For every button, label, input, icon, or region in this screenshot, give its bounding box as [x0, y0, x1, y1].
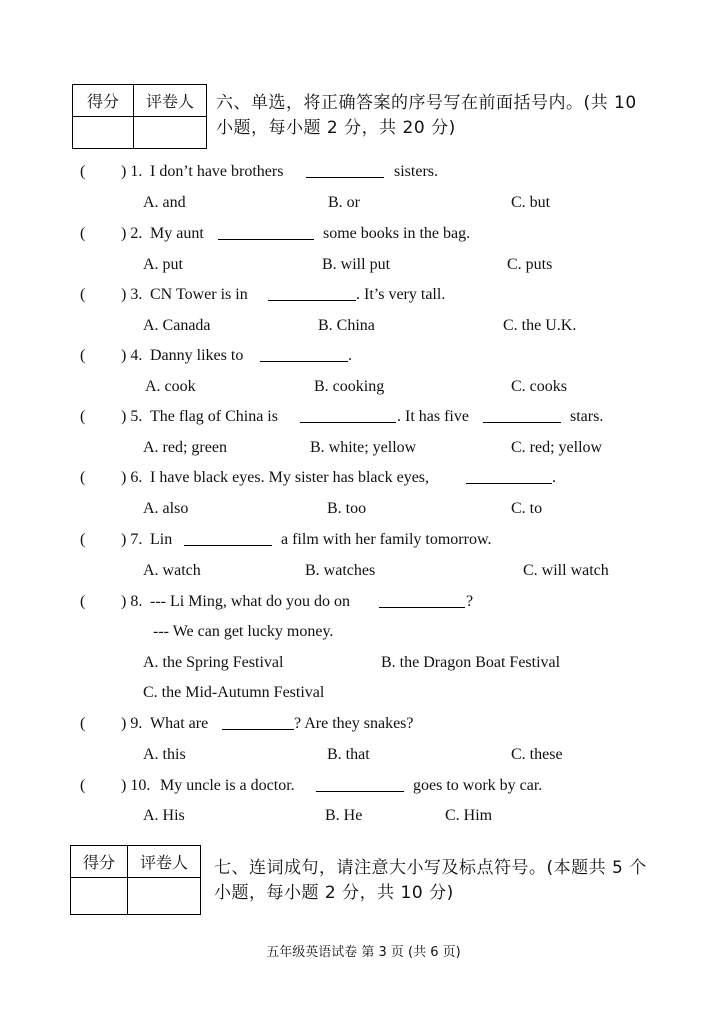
option-c: C. Him	[445, 807, 493, 824]
question-7: ( ) 7. Lin a film with her family tomorrow.	[0, 528, 727, 552]
option-c: C. but	[511, 194, 551, 211]
question-number: ) 9.	[121, 715, 143, 732]
option-b: B. cooking	[314, 378, 385, 395]
grader-cell[interactable]	[134, 117, 207, 149]
question-number: ) 1.	[121, 163, 143, 180]
option-c: C. the U.K.	[503, 317, 577, 334]
section6-title: 六、单选，将正确答案的序号写在前面括号内。(共 10 小题，每小题 2 分，共 20 分)	[216, 93, 637, 138]
question-2: ( ) 2. My aunt some books in the bag.	[0, 222, 727, 246]
options-2	[0, 253, 727, 277]
grader-label: 评卷人	[134, 85, 207, 117]
option-b: B. too	[327, 500, 367, 517]
option-b: B. white; yellow	[310, 439, 417, 456]
option-c: C. red; yellow	[511, 439, 603, 456]
answer-blank	[306, 160, 384, 178]
option-a: A. and	[143, 194, 186, 211]
question-number: ) 2.	[121, 225, 143, 242]
option-c: C. will watch	[523, 562, 609, 579]
option-a: A. Canada	[143, 317, 211, 334]
score-label: 得分	[71, 846, 128, 878]
options-10	[0, 804, 727, 828]
options-5	[0, 436, 727, 460]
question-4: ( ) 4. Danny likes to .	[0, 344, 727, 368]
option-c: C. to	[511, 500, 543, 517]
question-number: ) 6.	[121, 469, 143, 486]
question-number: ) 5.	[121, 408, 143, 425]
score-label: 得分	[73, 85, 134, 117]
option-c: C. the Mid-Autumn Festival	[143, 684, 325, 701]
answer-blank	[222, 712, 294, 730]
question-9: ( ) 9. What are ? Are they snakes?	[0, 712, 727, 736]
grader-cell[interactable]	[128, 878, 201, 915]
answer-paren[interactable]: (	[80, 347, 86, 364]
option-b: B. China	[318, 317, 375, 334]
option-b: B. that	[327, 746, 370, 763]
question-number: ) 4.	[121, 347, 143, 364]
answer-paren[interactable]: (	[80, 286, 86, 303]
answer-paren[interactable]: (	[80, 593, 86, 610]
answer-blank	[268, 283, 356, 301]
option-a: A. watch	[143, 562, 201, 579]
score-box-section6	[72, 84, 207, 149]
answer-blank	[300, 405, 396, 423]
answer-blank	[316, 774, 404, 792]
question-5: ( ) 5. The flag of China is . It has five stars.	[0, 405, 727, 429]
answer-paren[interactable]: (	[80, 531, 86, 548]
option-c: C. puts	[507, 256, 553, 273]
option-a: A. also	[143, 500, 189, 517]
options-7	[0, 559, 727, 583]
option-a: A. the Spring Festival	[143, 654, 284, 671]
option-c: C. cooks	[511, 378, 567, 395]
answer-paren[interactable]: (	[80, 408, 86, 425]
option-c: C. these	[511, 746, 563, 763]
section7-title: 七、连词成句，请注意大小写及标点符号。(本题共 5 个 小题，每小题 2 分，共 10 分)	[214, 858, 647, 903]
options-8	[0, 651, 727, 675]
answer-paren[interactable]: (	[80, 163, 86, 180]
answer-paren[interactable]: (	[80, 225, 86, 242]
question-3: ( ) 3. CN Tower is in . It’s very tall.	[0, 283, 727, 307]
option-a: A. put	[143, 256, 183, 273]
option-b: B. will put	[322, 256, 391, 273]
answer-blank	[379, 590, 465, 608]
question-number: ) 10.	[121, 777, 151, 794]
answer-blank	[218, 222, 314, 240]
answer-paren[interactable]: (	[80, 777, 86, 794]
question-number: ) 7.	[121, 531, 143, 548]
page-footer: 五年级英语试卷 第 3 页 (共 6 页)	[266, 945, 461, 960]
option-a: A. His	[143, 807, 185, 824]
option-b: B. watches	[305, 562, 376, 579]
options-6	[0, 497, 727, 521]
options-4	[0, 375, 727, 399]
options-8-c	[0, 681, 727, 705]
answer-blank	[466, 466, 552, 484]
question-1: ( ) 1. I don’t have brothers sisters.	[0, 160, 727, 184]
question-8-reply: --- We can get lucky money.	[153, 623, 334, 640]
options-1	[0, 191, 727, 215]
question-10: ( ) 10. My uncle is a doctor. goes to work by car.	[0, 774, 727, 798]
option-b: B. the Dragon Boat Festival	[381, 654, 561, 671]
question-6: ( ) 6. I have black eyes. My sister has black eyes, .	[0, 466, 727, 490]
score-box-section7	[70, 845, 201, 915]
score-cell[interactable]	[71, 878, 128, 915]
question-number: ) 3.	[121, 286, 143, 303]
grader-label: 评卷人	[128, 846, 201, 878]
option-a: A. cook	[145, 378, 196, 395]
answer-blank	[260, 344, 348, 362]
question-number: ) 8.	[121, 593, 143, 610]
option-a: A. red; green	[143, 439, 227, 456]
question-8: ( ) 8. --- Li Ming, what do you do on ?	[0, 590, 727, 614]
option-a: A. this	[143, 746, 186, 763]
answer-blank	[184, 528, 272, 546]
answer-blank-2	[483, 405, 561, 423]
answer-paren[interactable]: (	[80, 469, 86, 486]
options-3	[0, 314, 727, 338]
options-9	[0, 743, 727, 767]
answer-paren[interactable]: (	[80, 715, 86, 732]
option-b: B. or	[328, 194, 360, 211]
option-b: B. He	[325, 807, 363, 824]
score-cell[interactable]	[73, 117, 134, 149]
